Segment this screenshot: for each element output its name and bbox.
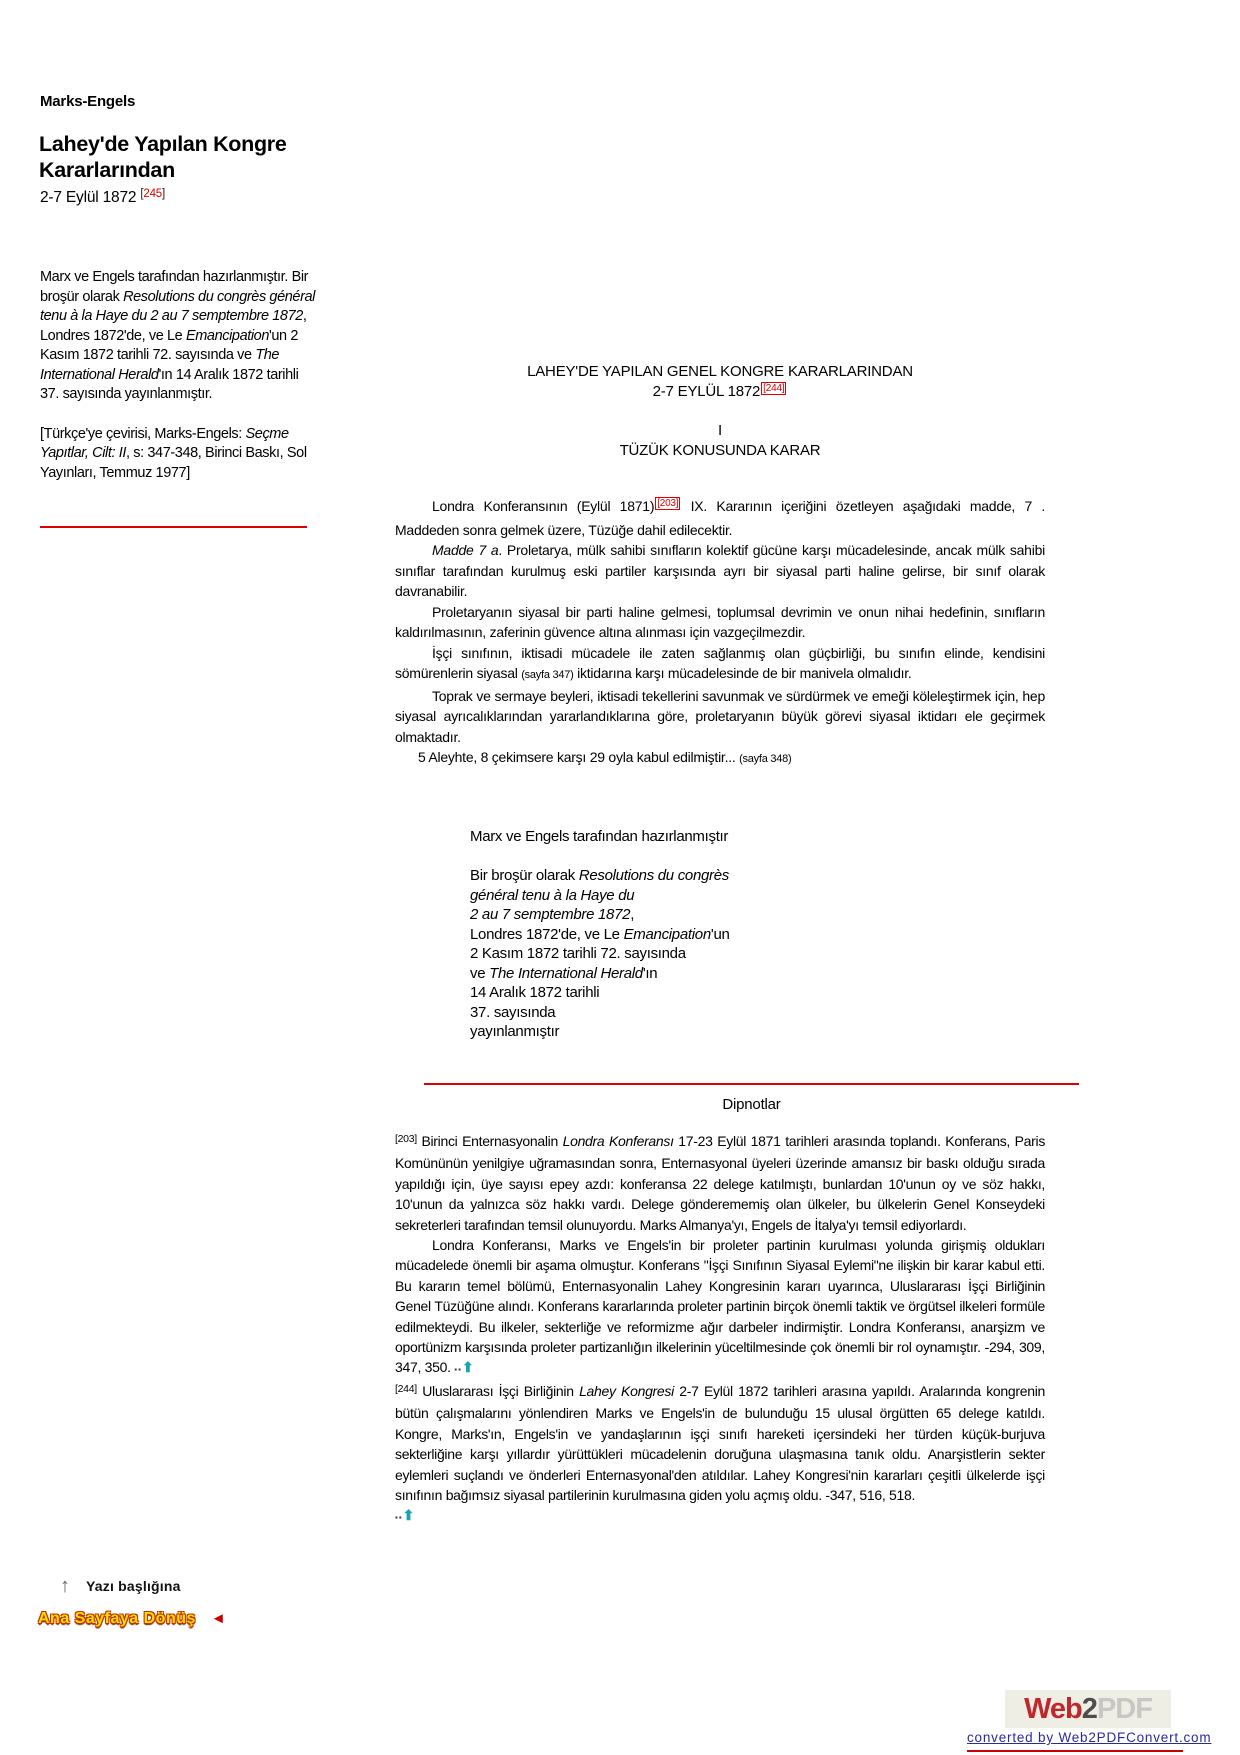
text-run: Londra Konferansının (Eylül 1871) [432,498,655,514]
publication-line [470,1022,730,1042]
text-run: Seçme Yapıtlar, Cilt: II [40,425,289,461]
text-run: 'ın [642,964,658,982]
text-run: 2-7 Eylül 1872 tarihleri arasına yapıldı. Aralarında kongrenin bütün çalışmalarını yönlendiren Marks ve Engels'in de bulunduğu 15 ulusal örgütten 65 delege katıldı. Kongre, Marks'ın, Engels'in ve yandaşlarının işçi sınıfı hareketi içersindeki her türden küçük-burjuva sekterliğine karşı yıllardır yürüttükleri mücadelenin doruğuna ulaşmasına tanık oldu. Anarşistlerin sekter eylemleri suçlandı ve önderleri Enternasyonal'den atıldılar. Lahey Kongresi'nin kararları çeşitli ülkelerde işçi sınıfının bağımsız siyasal partilerinin kurulmasına giden yolu açmış oldu. -347, 516, 518. [395,1382,1045,1503]
publication-line [470,944,730,964]
footnote-link-245[interactable]: 245 [143,188,162,200]
text-run: [Türkçe'ye çevirisi, Marks-Engels: [40,425,246,442]
section-heading [395,421,1045,461]
text-run: Toprak ve sermaye beyleri, iktisadi tekellerini savunmak ve sürdürmek ve emeği köleleştirmek için, hep siyasal ayrıcalıklarından yararlandıklarına göre, proletaryanın büyük görevi siyasal iktidarı ele geçirmek olmaktadır. [395,687,1045,745]
publication-line [470,925,730,945]
text-run: Marx ve Engels tarafından hazırlanmıştır. Bir broşür olarak [40,269,309,305]
footnote-link-203[interactable]: [203] [657,498,679,509]
text-run: 'un 2 Kasım 1872 tarihli 72. sayısında ve [40,327,299,363]
text-run: The International Herald [489,964,643,982]
publication-line [470,1003,730,1023]
text-run: Proletaryanın siyasal bir parti haline gelmesi, toplumsal devrimin ve onun nihai hedefinin, sınıfların kaldırılmasının, zaferinin güvence altına alınması için vazgeçilmezdir. [395,603,1045,640]
publication-line [470,983,730,1003]
back-to-top-icon[interactable]: ⬆ [461,1359,474,1376]
text-run: The International Herald [40,347,280,383]
sidebar [40,268,316,483]
document-subtitle [395,382,1045,404]
text-run: 37. sayısında [470,1003,556,1021]
footnote-marker-244: [244] [395,1382,417,1395]
page-title: Lahey'de Yapılan Kongre Kararlarından [39,132,287,182]
text-run: İşçi sınıfının, iktisadi mücadele ile zaten sağlanmış olan güçbirliği, bu sınıfın elinde, kendisini sömürenlerin siyasal [395,644,1045,681]
body-paragraph [395,496,1045,540]
footnote-203-paragraph-1 [395,1131,1045,1235]
up-arrow-icon[interactable]: ↑ [60,1575,70,1597]
text-run: Uluslararası İşçi Birliğinin [416,1382,580,1399]
web2pdf-logo-2: 2 [1081,1693,1097,1725]
sidebar-divider-rule [40,526,307,528]
text-run: (sayfa 348) [739,753,792,765]
web2pdf-bottom-rule [967,1750,1183,1752]
text-run: Resolutions du congrès général tenu à la Haye du 2 au 7 semptembre 1872 [40,288,315,324]
text-run: , [630,906,635,923]
publication-block [470,827,730,1042]
footnotes-title: Dipnotlar [722,1096,781,1113]
text-run: 2-7 EYLÜL 1872 [652,383,761,400]
body-paragraph [395,602,1045,643]
web2pdf-logo[interactable] [1005,1690,1171,1728]
text-run: Madde 7 a [432,542,499,558]
text-run: Londra Konferansı, Marks ve Engels'in bir proleter partinin kurulması yolunda girişmiş oldukları mücadelede önemli bir aşama olmuştur. Konferans "İşçi Sınıfının Siyasal Eylemi"ne ilişkin bir karar kabul etti. Bu kararın temel bölümü, Enternasyonalin Lahey Kongresinin kararı uyarınca, Uluslararası İşçi Birliğinin Genel Tüzüğüne alındı. Konferans kararlarında proleter partinin birçok önemli taktik ve örgütsel ilkeleri formüle edilmekteydi. Bu ilkeler, sekterliğe ve reformizme ağır darbeler indirmiştir. Londra Konferansı, anarşizm ve oportünizm karşısında proleter partizanlığın ilkelerinin yüceltilmesinde çok önemli bir rol oynamıştır. -294, 309, 347, 350. [395,1237,1045,1376]
text-run: Marx ve Engels tarafından hazırlanmıştır [470,828,729,845]
text-run: yayınlanmıştır [470,1023,560,1040]
publication-line [470,905,730,925]
back-to-top-icon[interactable]: ⬆ [402,1507,415,1524]
web2pdf-logo-web: Web [1024,1693,1082,1725]
publication-note [40,268,316,405]
back-to-top-icon-bars[interactable]: ▪▪ [454,1365,462,1375]
text-run: Emancipation [185,327,270,344]
text-run: iktidarına karşı mücadelesinde de bir manivela olmalıdır. [573,665,912,681]
text-run: ] [162,188,165,200]
footnote-203-paragraph-2 [395,1235,1045,1381]
text-run: 2 Kasım 1872 tarihli 72. sayısında [470,945,686,962]
web2pdf-logo-pdf: PDF [1096,1693,1152,1725]
section-number: I [718,422,722,439]
document-title: LAHEY'DE YAPILAN GENEL KONGRE KARARLARINDAN [527,363,913,380]
translation-note [40,425,316,484]
left-arrow-icon[interactable]: ◄ [210,1610,227,1627]
text-run: 17-23 Eylül 1871 tarihleri arasında toplandı. Konferans, Paris Komününün yenilgiye uğramasından sonra, Enternasyonal üyeleri üzerinde amansız bir baskı olduğu sırada yapıldığı için, üye sayısı epey azdı: konferansa 22 delege katılmıştı, bunlardan 10'unun oy ve söz hakkı, 10'unun da yalnızca söz hakkı vardı. Delege gönderememiş olan ülkeler, bu ülkelerin Genel Konseydeki sekreterleri tarafından temsil olunuyordu. Marks Almanya'yı, Engels de İtalya'yı temsil ediyorlardı. [395,1133,1046,1233]
footnotes-divider-rule [424,1083,1079,1085]
text-run: ve [470,964,490,982]
text-run: 'ın 14 Aralık 1872 tarihli 37. sayısında yayınlanmıştır. [40,366,299,402]
section-title: TÜZÜK KONUSUNDA KARAR [619,442,821,459]
text-run: , Londres 1872'de, ve Le [40,308,307,344]
text-run: Bir broşür olarak [470,867,579,884]
text-run: (sayfa 347) [521,669,574,681]
footnote-marker-203: [203] [395,1133,417,1145]
footnote-244-top-link-line [395,1505,1045,1528]
text-run: 'un [710,925,730,943]
publication-line [470,886,730,906]
body-paragraph [395,643,1045,686]
publication-line [470,827,730,847]
text-run: IX. Kararının içeriğini özetleyen aşağıdaki madde, 7 . Maddeden sonra gelmek üzere, Tüzüğe dahil edilecektir. [395,498,1046,538]
footnote-link-244[interactable]: [244] [763,383,785,394]
back-to-title-label[interactable]: Yazı başlığına [86,1578,181,1594]
text-run: [ [140,188,144,200]
text-run: 5 Aleyhte, 8 çekimsere karşı 29 oyla kabul edilmiştir... [418,749,740,765]
back-to-title-link[interactable] [60,1576,181,1596]
publication-line [470,964,730,984]
resolution-body [395,496,1045,770]
footnotes-section [395,1131,1045,1529]
publication-line [470,847,730,867]
text-run: Birinci Enternasyonalin [416,1133,563,1149]
body-paragraph [395,686,1045,748]
back-to-top-icon-bars[interactable]: ▪▪ [395,1513,403,1523]
text-run: 2-7 Eylül 1872 [40,189,141,206]
text-run: Lahey Kongresi [579,1382,674,1399]
body-paragraph [395,747,1045,770]
text-run: Londra Konferansı [562,1133,674,1149]
author-label: Marks-Engels [40,93,136,110]
home-link-label[interactable]: Ana Sayfaya Dönüş [38,1610,196,1627]
text-run: 14 Aralık 1872 tarihli [470,984,600,1001]
home-link[interactable] [38,1610,226,1628]
text-run: Emancipation [623,925,711,943]
text-run: , s: 347-348, Birinci Baskı, Sol Yayınları, Temmuz 1977] [40,445,307,481]
text-run: 2 au 7 semptembre 1872 [470,906,631,923]
document-heading [395,362,1045,404]
text-run: général tenu à la Haye du [470,886,635,904]
text-run: Resolutions du congrès [578,867,729,884]
web2pdf-credit-link[interactable]: converted by Web2PDFConvert.com [967,1730,1212,1745]
text-run: Londres 1872'de, ve Le [470,925,624,943]
footnote-244-paragraph [395,1381,1045,1505]
date-line [40,189,165,207]
publication-line [470,866,730,886]
text-run: . Proletarya, mülk sahibi sınıfların kolektif gücüne karşı mücadelesinde, ancak mülk sahibi sınıflar tarafından kurulmuş eski partiler karşısında ayrı bir siyasal parti haline gelirse, bir sınıf olarak davranabilir. [395,542,1045,599]
body-paragraph [395,540,1045,602]
